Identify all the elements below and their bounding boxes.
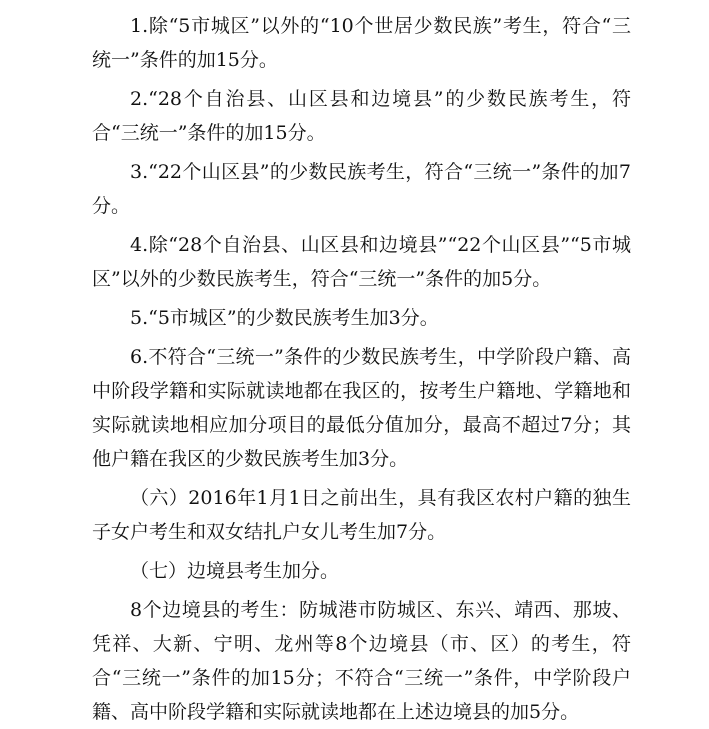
- paragraph-7: （六）2016年1月1日之前出生，具有我区农村户籍的独生子女户考生和双女结扎户女儿考生加7分。: [92, 487, 631, 543]
- paragraph-5: 5.“5市城区”的少数民族考生加3分。: [130, 307, 439, 329]
- paragraph-9: 8个边境县的考生：防城港市防城区、东兴、靖西、那坡、凭祥、大新、宁明、龙州等8个边境县（市、区）的考生，符合“三统一”条件的加15分；不符合“三统一”条件，中学阶段户籍、高中阶段学籍和实际就读地都在上述边境县的加5分。: [92, 599, 631, 723]
- paragraph-6: 6.不符合“三统一”条件的少数民族考生，中学阶段户籍、高中阶段学籍和实际就读地都在我区的，按考生户籍地、学籍地和实际就读地相应加分项目的最低分值加分，最高不超过7分；其他户籍在我区的少数民族考生加3分。: [92, 346, 631, 470]
- paragraph-4: 4.除“28个自治县、山区县和边境县”“22个山区县”“5市城区”以外的少数民族考生，符合“三统一”条件的加5分。: [92, 234, 631, 290]
- paragraph-3: 3.“22个山区县”的少数民族考生，符合“三统一”条件的加7分。: [92, 161, 631, 217]
- paragraph-1: 1.除“5市城区”以外的“10个世居少数民族”考生，符合“三统一”条件的加15分。: [92, 15, 631, 71]
- paragraph-8: （七）边境县考生加分。: [130, 560, 340, 582]
- paragraph-2: 2.“28个自治县、山区县和边境县”的少数民族考生，符合“三统一”条件的加15分。: [92, 88, 631, 144]
